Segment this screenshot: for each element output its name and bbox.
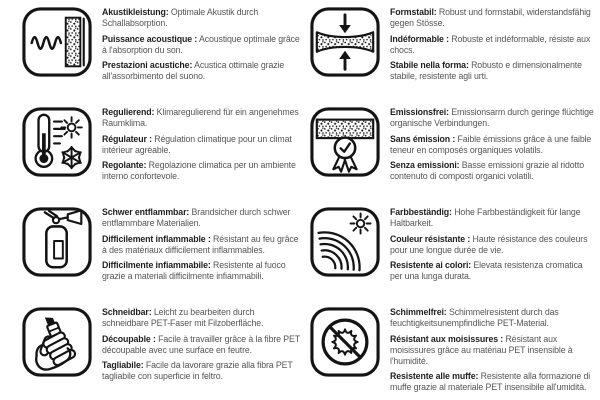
paragraph-fr: Puissance acoustique : Acoustique optimale grâce à l'absorption du son. [102, 33, 300, 55]
paragraph-de: Schwer entflammbar: Brandsicher durch schwer entflammbare Materialien. [102, 207, 291, 228]
paragraph-de: Akustikleistung: Optimale Akustik durch Schallabsorption. [102, 7, 259, 28]
paragraph-de: Regulierend: Klimaregulierend für ein angenehmes Raumklima. [102, 107, 299, 128]
feature-card-cuttable [0, 300, 300, 400]
feature-card-form-stable [300, 0, 600, 100]
paragraph-fr: Couleur résistante : Haute résistance des couleurs pour une longue durée de vie. [390, 233, 588, 255]
paragraph-de: Formstabil: Robust und formstabil, widerstandsfähig gegen Stösse. [390, 7, 591, 28]
paragraph-de: Schimmelfrei: Schimmelresistent durch das feuchtigkeitsunempfindliche PET-Material. [390, 307, 559, 328]
feature-text-cuttable [102, 307, 300, 382]
snowflake-glyph [62, 147, 80, 168]
mold-free-prohibition-icon [310, 307, 380, 377]
paragraph-it: Prestazioni acustiche: Acustica ottimale grazie all'assorbimento del suono. [102, 60, 285, 81]
paragraph-it: Stabile nella forma: Robusto e dimensionalmente stabile, resistente agli urti. [390, 60, 582, 81]
sound-absorption-icon [22, 7, 92, 77]
paragraph-fr: Régulateur : Régulation climatique pour un climat intérieur agréable. [102, 133, 292, 155]
feature-card-colorfast [300, 200, 600, 300]
paragraph-fr: Découpable : Facile à travailler grâce à la fibre PET découpable avec une surface en feutre. [102, 333, 300, 355]
climate-regulating-icon [22, 107, 92, 177]
paragraph-fr: Sans émission : Faible émissions grâce à une faible teneur en composés organiques volatils. [390, 133, 592, 155]
paragraph-it: Resistente alle muffe: Resistente alla formazione di muffe grazie al materiale PET insensibile all'umidità. [390, 371, 591, 392]
feature-card-mold-free [300, 300, 600, 400]
colorfast-rainbow-sun-icon [310, 207, 380, 277]
feature-card-acoustic [0, 0, 300, 100]
feature-text-mold-free [390, 307, 596, 393]
paragraph-it: Resistente ai colori: Elevata resistenza cromatica per una lunga durata. [390, 260, 583, 281]
feature-card-regulating [0, 100, 300, 200]
feature-text-flame-resistant [102, 207, 300, 282]
paragraph-de: Emissionsfrei: Emissionsarm durch geringe flüchtige organische Verbindungen. [390, 107, 594, 128]
feature-text-colorfast [390, 207, 596, 282]
feature-text-emission-free [390, 107, 596, 182]
hand-cutter-icon [22, 307, 92, 377]
sun-glyph [351, 214, 371, 234]
sun-glyph [61, 117, 81, 137]
feature-card-emission-free [300, 100, 600, 200]
paragraph-fr: Indéformable : Robuste et indéformable, résiste aux chocs. [390, 33, 591, 55]
emission-free-certified-icon [310, 107, 380, 177]
rainbow-arcs [319, 232, 360, 270]
paragraph-it: Regolante: Regolazione climatica per un ambiente interno confortevole. [102, 160, 296, 181]
shape-stability-icon [310, 7, 380, 77]
feature-text-regulating [102, 107, 300, 182]
feature-card-flame-resistant [0, 200, 300, 300]
feature-text-form-stable [390, 7, 596, 82]
paragraph-de: Farbbeständig: Hohe Farbbeständigkeit für lange Haltbarkeit. [390, 207, 581, 228]
paragraph-it: Difficilmente infiammabile: Resistente al fuoco grazie a materiali difficilmente infiammabili. [102, 260, 286, 281]
fire-extinguisher-icon [22, 207, 92, 277]
paragraph-fr: Difficilement inflammable : Résistant au feu grâce à des matériaux difficilement inflammables. [102, 233, 299, 255]
feature-text-acoustic [102, 7, 300, 82]
paragraph-de: Schneidbar: Leicht zu bearbeiten durch schneidbare PET-Faser mit Filzoberfläche. [102, 307, 264, 328]
paragraph-it: Senza emissioni: Basse emissioni grazie al ridotto contenuto di composti organici volatili. [390, 160, 584, 181]
paragraph-it: Tagliabile: Facile da lavorare grazie alla fibra PET tagliabile con superficie in feltro. [102, 360, 293, 381]
paragraph-fr: Résistant aux moisissures : Résistant aux moisissures grâce au matériau PET insensible à l'humidité. [390, 333, 573, 366]
